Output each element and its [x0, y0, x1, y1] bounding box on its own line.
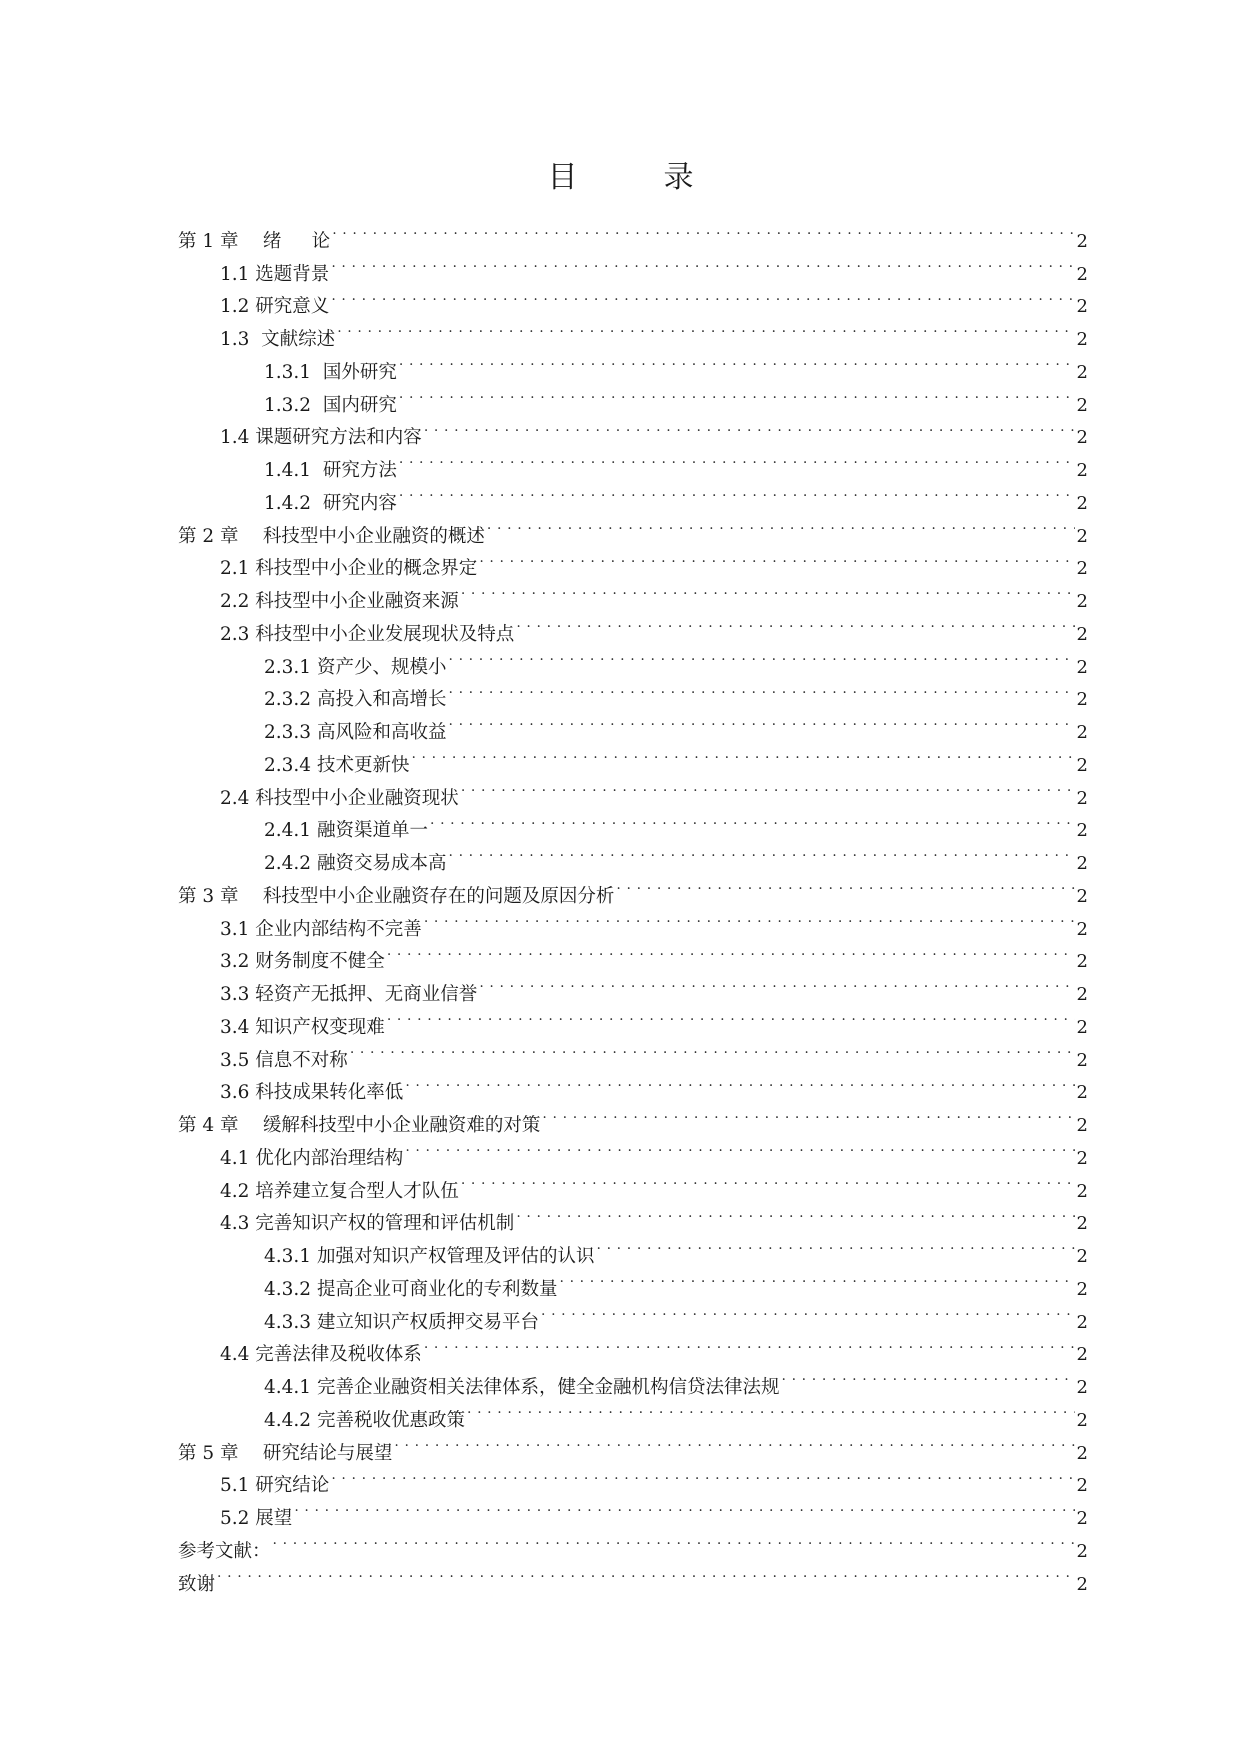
dot-leader	[479, 967, 1074, 1000]
toc-entry-label: 参考文献：	[178, 1540, 271, 1562]
dot-leader	[467, 1393, 1075, 1426]
toc-entry-page-number: 2	[1076, 689, 1088, 711]
page-title: 目 录	[547, 160, 722, 195]
dot-leader	[424, 1328, 1075, 1361]
toc-entry-label: 第 2 章 科技型中小企业融资的概述	[178, 525, 485, 547]
toc-entry-page-number: 2	[1076, 1246, 1088, 1267]
toc-entry-label: 4.1 优化内部治理结构	[220, 1147, 404, 1169]
dot-leader	[332, 214, 1074, 247]
toc-entry-page-number: 2	[1076, 361, 1088, 383]
toc-entry-label: 1.4 课题研究方法和内容	[220, 427, 422, 449]
dot-leader	[331, 280, 1074, 313]
toc-entry-label: 第 1 章 绪 论	[178, 230, 331, 252]
toc-entry-page-number: 2	[1076, 230, 1088, 252]
toc-entry-label: 1.4.1 研究方法	[264, 460, 397, 481]
toc-entry-label: 5.1 研究结论	[220, 1475, 330, 1497]
dot-leader	[399, 476, 1075, 509]
toc-entry-page-number: 2	[1076, 1016, 1088, 1038]
dot-leader	[487, 509, 1075, 542]
toc-entry-page-number: 2	[1076, 918, 1088, 940]
dot-leader	[461, 771, 1075, 804]
toc-entry-label: 3.1 企业内部结构不完善	[220, 918, 422, 940]
dot-leader	[217, 1557, 1075, 1590]
dot-leader	[448, 640, 1074, 673]
toc-entry-label: 2.3.3 高风险和高收益	[264, 722, 447, 743]
toc-entry-label: 4.3.2 提高企业可商业化的专利数量	[264, 1278, 558, 1300]
toc-entry-page-number: 2	[1076, 722, 1088, 743]
dot-leader	[387, 1000, 1075, 1033]
toc-entry-label: 2.4.2 融资交易成本高	[264, 853, 447, 874]
toc-entry-page-number: 2	[1076, 558, 1088, 580]
toc-entry-page-number: 2	[1076, 885, 1088, 907]
toc-entry-page-number: 2	[1076, 787, 1088, 809]
dot-leader	[331, 247, 1074, 280]
dot-leader	[596, 1229, 1074, 1262]
toc-entry-label: 2.2 科技型中小企业融资来源	[220, 591, 459, 612]
toc-entry-label: 1.3.2 国内研究	[264, 394, 397, 416]
toc-entry-label: 3.6 科技成果转化率低	[220, 1082, 404, 1104]
toc-entry-page-number: 2	[1076, 951, 1088, 973]
toc-entry-label: 1.2 研究意义	[220, 296, 330, 318]
toc-entry-label: 4.4.1 完善企业融资相关法律体系，健全金融机构信贷法律法规	[264, 1377, 780, 1398]
toc-entry-label: 4.3 完善知识产权的管理和评估机制	[220, 1213, 515, 1235]
toc-entry-page-number: 2	[1076, 394, 1088, 416]
dot-leader	[405, 1131, 1074, 1164]
dot-leader	[399, 345, 1075, 378]
dot-leader	[448, 705, 1074, 738]
dot-leader	[781, 1360, 1074, 1393]
toc-entry-page-number: 2	[1076, 1147, 1088, 1169]
dot-leader	[405, 1066, 1074, 1099]
toc-entry-page-number: 2	[1076, 1475, 1088, 1497]
toc-entry-label: 2.3.2 高投入和高增长	[264, 689, 447, 711]
toc-entry-label: 2.3 科技型中小企业发展现状及特点	[220, 623, 515, 645]
toc-entry-page-number: 2	[1076, 853, 1088, 874]
toc-entry[interactable]	[178, 1491, 1088, 1529]
dot-leader	[448, 836, 1074, 869]
toc-entry-label: 3.3 轻资产无抵押、无商业信誉	[220, 984, 478, 1005]
toc-entry-label: 2.4 科技型中小企业融资现状	[220, 787, 459, 809]
toc-entry-label: 4.4.2 完善税收优惠政策	[264, 1409, 465, 1431]
toc-entry-page-number: 2	[1076, 1213, 1088, 1235]
toc-entry[interactable]	[178, 1524, 1088, 1562]
toc-entry-page-number: 2	[1076, 460, 1088, 481]
dot-leader	[448, 673, 1074, 706]
toc-entry-page-number: 2	[1076, 1344, 1088, 1366]
toc-entry-page-number: 2	[1076, 1409, 1088, 1431]
toc-entry-page-number: 2	[1076, 1311, 1088, 1333]
dot-leader	[559, 1262, 1074, 1295]
dot-leader	[461, 574, 1075, 607]
dot-leader	[516, 607, 1074, 640]
toc-entry-label: 1.4.2 研究内容	[264, 492, 397, 514]
dot-leader	[516, 1197, 1074, 1230]
toc-entry-label: 第 5 章 研究结论与展望	[178, 1442, 393, 1464]
toc-entry-page-number: 2	[1076, 1573, 1088, 1595]
toc-entry-label: 1.3 文献综述	[220, 329, 336, 350]
toc-entry-page-number: 2	[1076, 754, 1088, 776]
toc-entry-page-number: 2	[1076, 1082, 1088, 1104]
dot-leader	[387, 935, 1075, 968]
dot-leader	[273, 1524, 1075, 1557]
toc-entry-label: 5.2 展望	[220, 1508, 293, 1529]
dot-leader	[399, 443, 1075, 476]
toc-entry-label: 2.4.1 融资渠道单一	[264, 820, 428, 842]
toc-entry-label: 4.4 完善法律及税收体系	[220, 1344, 422, 1366]
toc-entry-page-number: 2	[1076, 1049, 1088, 1071]
toc-entry-page-number: 2	[1076, 329, 1088, 350]
toc-entry-label: 2.3.1 资产少、规模小	[264, 656, 447, 678]
toc-entry-page-number: 2	[1076, 1377, 1088, 1398]
toc-entry-label: 2.3.4 技术更新快	[264, 754, 410, 776]
toc-entry-label: 3.2 财务制度不健全	[220, 951, 385, 973]
dot-leader	[461, 1164, 1075, 1197]
toc-entry-label: 致谢	[178, 1573, 216, 1595]
toc-entry[interactable]	[178, 1557, 1088, 1595]
toc-entry-page-number: 2	[1076, 1540, 1088, 1562]
toc-entry-page-number: 2	[1076, 1180, 1088, 1202]
toc-entry-page-number: 2	[1076, 427, 1088, 449]
dot-leader	[331, 1459, 1074, 1492]
toc-entry-label: 1.3.1 国外研究	[264, 361, 397, 383]
dot-leader	[399, 378, 1075, 411]
toc-entry-page-number: 2	[1076, 623, 1088, 645]
dot-leader	[541, 1295, 1075, 1328]
dot-leader	[394, 1426, 1074, 1459]
toc-entry-page-number: 2	[1076, 492, 1088, 514]
toc-entry-label: 第 4 章 缓解科技型中小企业融资难的对策	[178, 1115, 541, 1136]
toc-entry[interactable]	[178, 214, 1088, 252]
toc-entry-page-number: 2	[1076, 1278, 1088, 1300]
toc-entry-label: 4.2 培养建立复合型人才队伍	[220, 1180, 459, 1202]
toc-entry-label: 3.4 知识产权变现难	[220, 1016, 385, 1038]
toc-entry-label: 第 3 章 科技型中小企业融资存在的问题及原因分析	[178, 885, 615, 907]
toc-entry-page-number: 2	[1076, 1115, 1088, 1136]
toc-entry-label: 4.3.3 建立知识产权质押交易平台	[264, 1311, 539, 1333]
dot-leader	[479, 542, 1074, 575]
dot-leader	[424, 411, 1075, 444]
toc-entry-page-number: 2	[1076, 263, 1088, 285]
dot-leader	[430, 804, 1075, 837]
table-of-contents	[178, 214, 1088, 1595]
toc-entry-page-number: 2	[1076, 1442, 1088, 1464]
toc-entry-page-number: 2	[1076, 591, 1088, 612]
dot-leader	[411, 738, 1074, 771]
toc-entry-label: 1.1 选题背景	[220, 263, 330, 285]
toc-entry-page-number: 2	[1076, 525, 1088, 547]
toc-entry-page-number: 2	[1076, 296, 1088, 318]
dot-leader	[542, 1098, 1074, 1131]
toc-entry-page-number: 2	[1076, 820, 1088, 842]
toc-entry-page-number: 2	[1076, 984, 1088, 1005]
toc-entry-label: 4.3.1 加强对知识产权管理及评估的认识	[264, 1246, 595, 1267]
toc-entry-label: 2.1 科技型中小企业的概念界定	[220, 558, 478, 580]
dot-leader	[337, 312, 1074, 345]
dot-leader	[424, 902, 1075, 935]
dot-leader	[616, 869, 1074, 902]
toc-entry-page-number: 2	[1076, 656, 1088, 678]
dot-leader	[294, 1491, 1074, 1524]
toc-entry-label: 3.5 信息不对称	[220, 1049, 348, 1071]
dot-leader	[350, 1033, 1075, 1066]
toc-entry-page-number: 2	[1076, 1508, 1088, 1529]
